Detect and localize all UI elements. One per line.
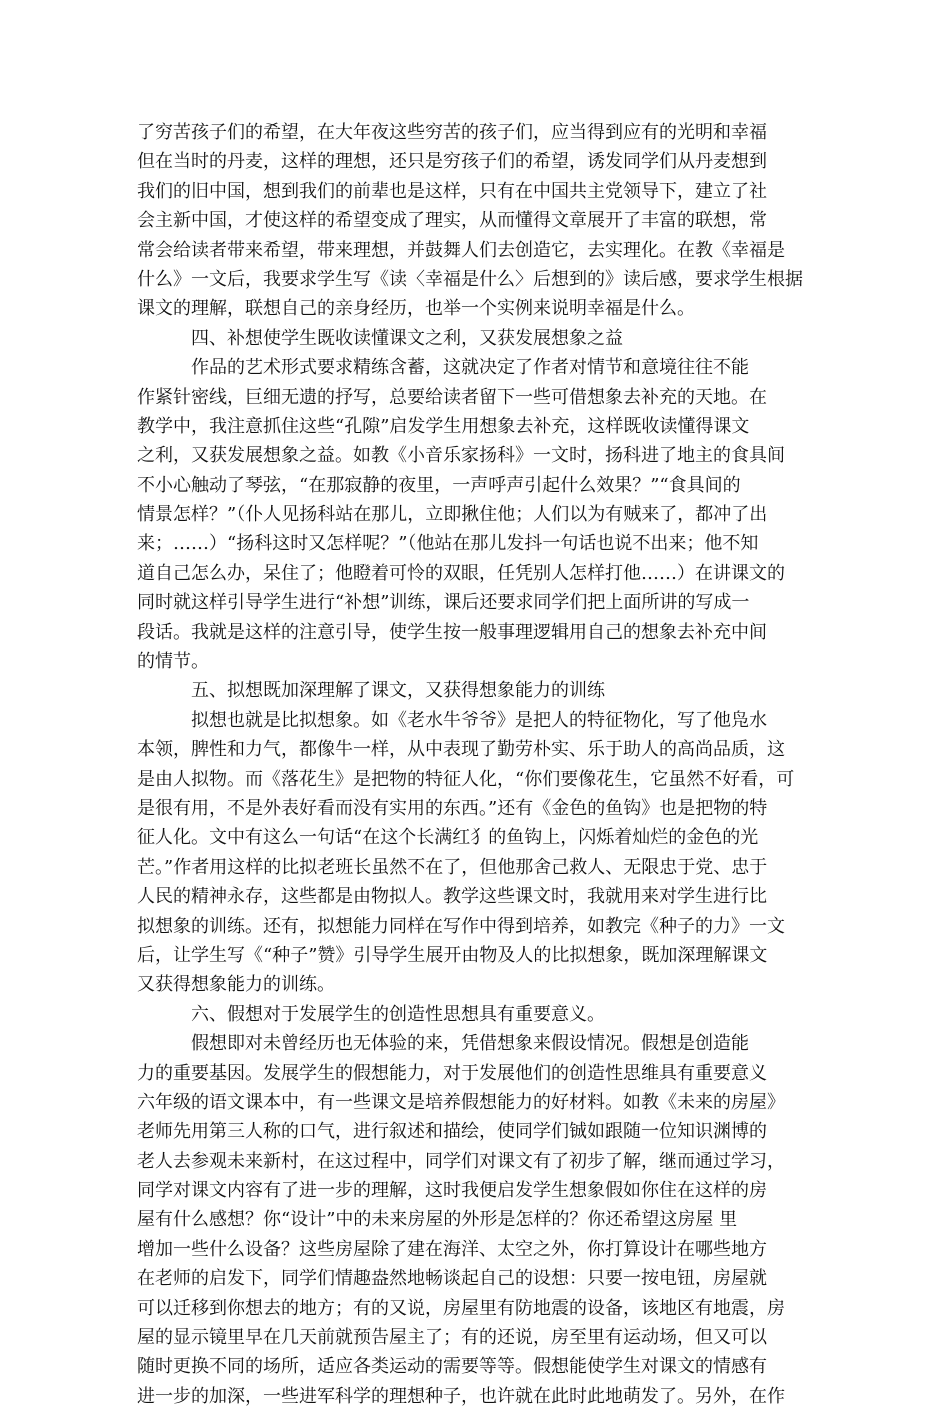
text-line: 老师先用第三人称的口气，进行叙述和描绘，使同学们铖如跟随一位知识渊博的 [137, 1121, 767, 1143]
text-line: 芒。”作者用这样的比拟老班长虽然不在了，但他那舍己救人、无限忠于党、忠于 [137, 856, 768, 878]
text-line: 但在当时的丹麦，这样的理想，还只是穷孩子们的希望，诱发同学们从丹麦想到 [137, 151, 767, 173]
text-line: 常会给读者带来希望，带来理想，并鼓舞人们去创造它，去实理化。在教《幸福是 [137, 239, 785, 261]
text-line: 人民的精神永存，这些都是由物拟人。教学这些课文时，我就用来对学生进行比 [137, 886, 767, 908]
text-line: 是由人拟物。而《落花生》是把物的特征人化，“你们要像花生，它虽然不好看，可 [137, 768, 795, 790]
text-line: 来；……）“扬科这时又怎样呢？”（他站在那儿发抖一句话也说不出来；他不知 [137, 533, 759, 555]
text-line: 本领，脾性和力气，都像牛一样，从中表现了勤劳朴实、乐于助人的高尚品质，这 [137, 739, 785, 761]
section-heading: 六、假想对于发展学生的创造性思想具有重要意义。 [137, 1003, 605, 1025]
text-line: 的情节。 [137, 651, 209, 673]
text-line: 增加一些什么设备？这些房屋除了建在海洋、太空之外，你打算设计在哪些地方 [137, 1238, 767, 1260]
text-line: 随时更换不同的场所，适应各类运动的需要等等。假想能使学生对课文的情感有 [137, 1356, 767, 1378]
text-line: 同学对课文内容有了进一步的理解，这时我便启发学生想象假如你住在这样的房 [137, 1180, 767, 1202]
text-line: 六年级的语文课本中，有一些课文是培养假想能力的好材料。如教《未来的房屋》 [137, 1091, 785, 1113]
text-line: 进一步的加深，一些进军科学的理想种子，也许就在此时此地萌发了。另外，在作 [137, 1385, 785, 1407]
text-line: 会主新中国，才使这样的希望变成了理实，从而懂得文章展开了丰富的联想，常 [137, 210, 767, 232]
text-line: 之利，又获发展想象之益。如教《小音乐家扬科》一文时，扬科进了地主的食具间 [137, 445, 785, 467]
text-line: 同时就这样引导学生进行“补想”训练，课后还要求同学们把上面所讲的写成一 [137, 592, 750, 614]
text-line: 在老师的启发下，同学们情趣盎然地畅谈起自己的设想：只要一按电钮，房屋就 [137, 1268, 767, 1290]
section-heading: 五、拟想既加深理解了课文，又获得想象能力的训练 [137, 680, 605, 702]
text-line: 作紧针密线，巨细无遗的抒写，总要给读者留下一些可借想象去补充的天地。在 [137, 386, 767, 408]
text-line: 征人化。文中有这么一句话“在这个长满红犭的鱼钩上，闪烁着灿烂的金色的光 [137, 827, 759, 849]
text-line: 力的重要基因。发展学生的假想能力，对于发展他们的创造性思维具有重要意义 [137, 1062, 767, 1084]
text-line: 段话。我就是这样的注意引导，使学生按一般事理逻辑用自己的想象去补充中间 [137, 621, 767, 643]
text-line: 屋的显示镜里早在几天前就预告屋主了；有的还说，房至里有运动场，但又可以 [137, 1327, 767, 1349]
text-line: 屋有什么感想？你“设计”中的未来房屋的外形是怎样的？你还希望这房屋 里 [137, 1209, 738, 1231]
text-line: 是很有用，不是外表好看而没有实用的东西。”还有《金色的鱼钩》也是把物的特 [137, 797, 768, 819]
text-line: 什么》一文后，我要求学生写《读〈幸福是什么〉后想到的》读后感，要求学生根据 [137, 268, 803, 290]
text-line: 可以迁移到你想去的地方；有的又说，房屋里有防地震的设备，该地区有地震，房 [137, 1297, 785, 1319]
text-line: 后，让学生写《“种子”赞》引导学生展开由物及人的比拟想象，既加深理解课文 [137, 944, 768, 966]
text-line: 不小心触动了琴弦，“在那寂静的夜里，一声呼声引起什么效果？”“食具间的 [137, 474, 741, 496]
text-line: 教学中，我注意抓住这些“孔隙”启发学生用想象去补充，这样既收读懂得课文 [137, 415, 750, 437]
text-line: 作品的艺术形式要求精练含蓄，这就决定了作者对情节和意境往往不能 [137, 357, 749, 379]
section-heading: 四、补想使学生既收读懂课文之利，又获发展想象之益 [137, 327, 623, 349]
text-line: 了穷苦孩子们的希望，在大年夜这些穷苦的孩子们，应当得到应有的光明和幸福 [137, 122, 767, 143]
text-line: 我们的旧中国，想到我们的前辈也是这样，只有在中国共主党领导下，建立了社 [137, 180, 767, 202]
text-line: 老人去参观未来新村，在这过程中，同学们对课文有了初步了解，继而通过学习， [137, 1150, 785, 1172]
text-line: 道自己怎么办，呆住了；他瞪着可怜的双眼，任凭别人怎样打他……）在讲课文的 [137, 562, 785, 584]
body-text [137, 118, 827, 1411]
text-line: 情景怎样？”（仆人见扬科站在那儿，立即揪住他；人们以为有贼来了，都冲了出 [137, 504, 768, 526]
text-line: 课文的理解，联想自己的亲身经历，也举一个实例来说明幸福是什么。 [137, 298, 695, 320]
text-line: 拟想也就是比拟想象。如《老水牛爷爷》是把人的特征物化，写了他凫水 [137, 709, 767, 731]
text-line: 拟想象的训练。还有，拟想能力同样在写作中得到培养，如教完《种子的力》一文 [137, 915, 785, 937]
text-line: 又获得想象能力的训练。 [137, 974, 335, 996]
text-line: 假想即对未曾经历也无体验的来，凭借想象来假设情况。假想是创造能 [137, 1033, 749, 1055]
